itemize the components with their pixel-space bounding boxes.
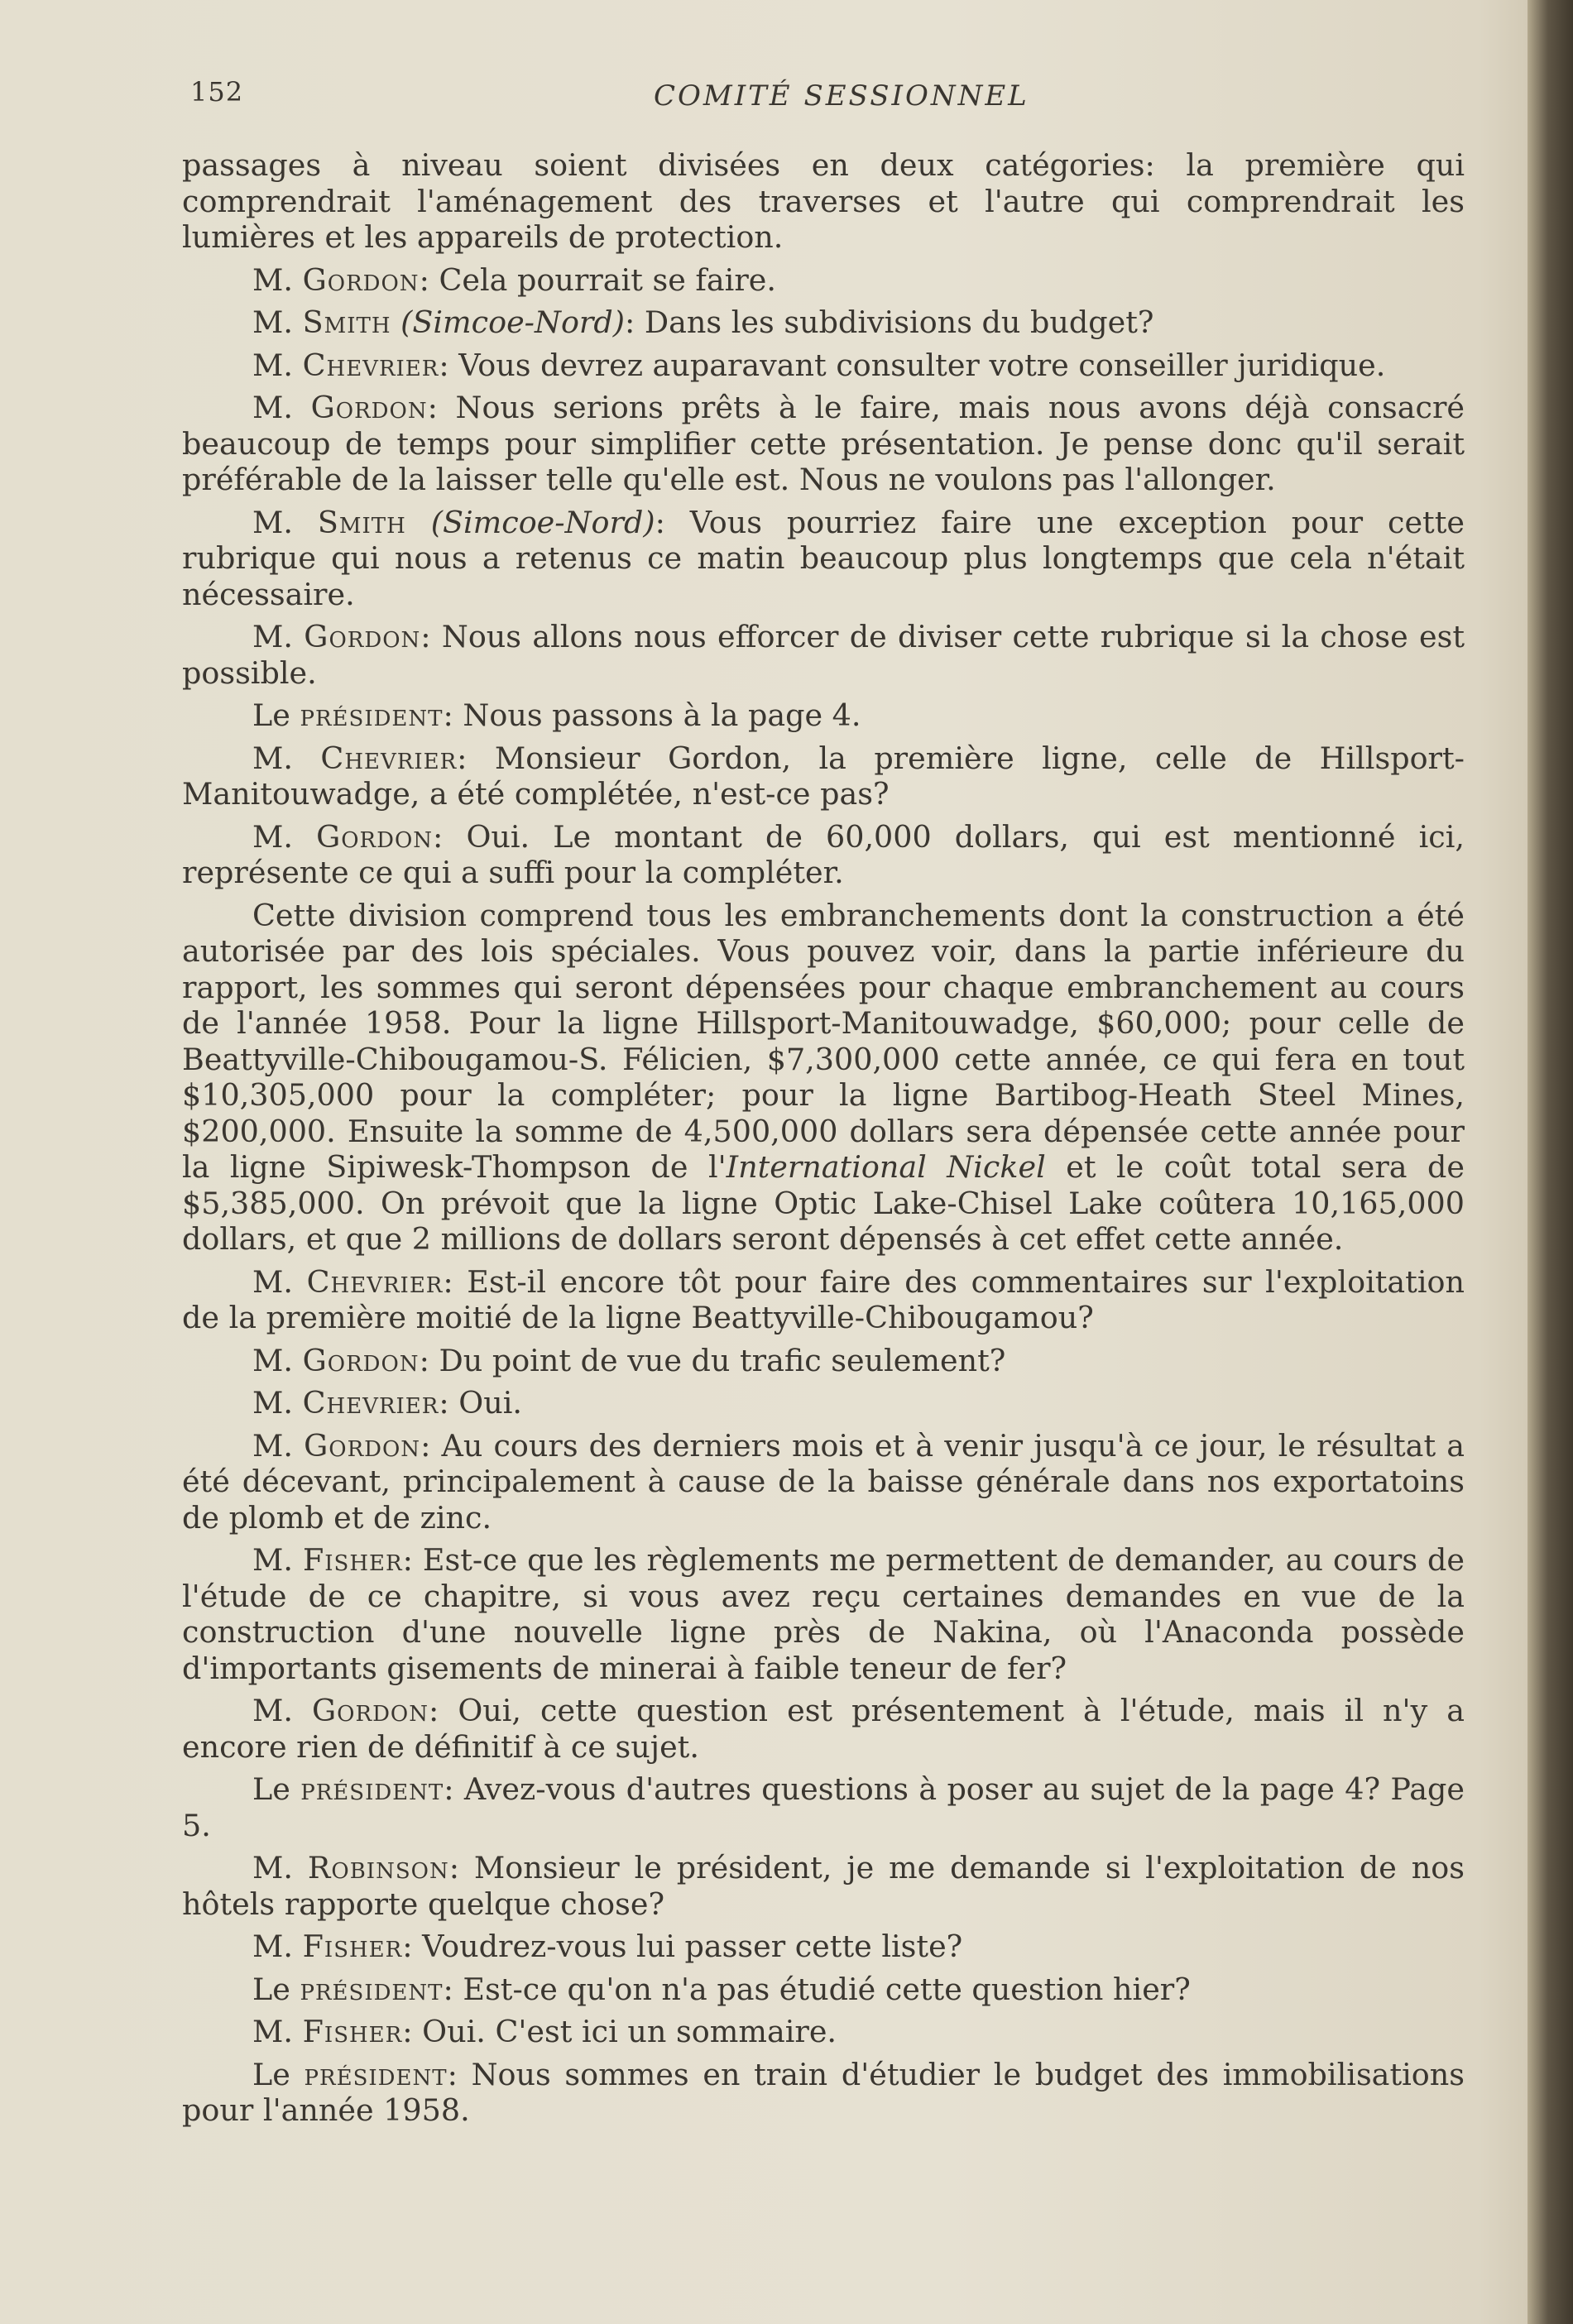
- paragraph-text: Nous allons nous efforcer de diviser cette rubrique si la chose est possible.: [182, 619, 1465, 691]
- speaker-paragraph: [182, 1771, 1465, 1843]
- speaker-title: M.: [252, 1850, 293, 1886]
- speaker-name: président: [300, 697, 444, 733]
- paragraph-text: Est-ce que les règlements me permettent de demander, au cours de l'étude de ce chapitre, si vous avez reçu certaines demandes en vue de la construction d'une nouvelle ligne près de Nakina, où l'Anaconda possède d'importants gisements de minerai à faible teneur de fer?: [182, 1542, 1465, 1686]
- speaker-paragraph: [182, 1264, 1465, 1336]
- speaker-name: Gordon: [304, 619, 421, 654]
- speaker-paragraph: [182, 819, 1465, 891]
- speaker-title: Le: [252, 2056, 290, 2092]
- speaker-name: Gordon: [302, 1342, 420, 1378]
- paragraph-text: Oui, cette question est présentement à l'étude, mais il n'y a encore rien de définitif à ce sujet.: [182, 1693, 1465, 1765]
- speaker-separator: :: [402, 1929, 423, 1964]
- speaker-name: président: [300, 1771, 444, 1807]
- speaker-separator: :: [427, 390, 456, 425]
- speaker-separator: :: [448, 1850, 474, 1886]
- page-header: [190, 76, 1481, 126]
- speaker-name: Smith: [302, 304, 391, 340]
- speaker-paragraph: [182, 1542, 1465, 1686]
- speaker-paragraph: [182, 1343, 1465, 1379]
- speaker-title: M.: [252, 619, 293, 654]
- speaker-paragraph: [182, 262, 1465, 299]
- speaker-separator: :: [402, 1542, 423, 1578]
- speaker-name: Gordon: [316, 818, 434, 855]
- speaker-separator: :: [428, 1693, 458, 1728]
- paragraph-text: Oui. C'est ici un sommaire.: [422, 2014, 837, 2049]
- speaker-name: Robinson: [307, 1850, 449, 1886]
- speaker-name: Smith: [317, 504, 406, 540]
- speaker-separator: :: [402, 2014, 423, 2049]
- speaker-separator: :: [420, 1427, 442, 1464]
- speaker-separator: :: [443, 1971, 463, 2007]
- page-number: 152: [190, 76, 244, 108]
- speaker-title: M.: [252, 740, 293, 776]
- paragraph-text: Dans les subdivisions du budget?: [644, 304, 1154, 340]
- paragraph-text: Vous devrez auparavant consulter votre conseiller juridique.: [458, 347, 1386, 383]
- paragraph-text: Nous passons à la page 4.: [463, 697, 861, 733]
- paragraph-text: Est-il encore tôt pour faire des commentaires sur l'exploitation de la première moitié de la ligne Beattyville-Chibougamou?: [182, 1263, 1465, 1335]
- paragraph-text: Au cours des derniers mois et à venir jusqu'à ce jour, le résultat a été décevant, principalement à cause de la baisse générale dans nos exportatoins de plomb et de zinc.: [182, 1427, 1465, 1536]
- paragraph: [182, 147, 1465, 256]
- speaker-name: Fisher: [302, 1542, 403, 1578]
- speaker-title: M.: [252, 1693, 293, 1728]
- paragraph-text: Oui. Le montant de 60,000 dollars, qui est mentionné ici, représente ce qui a suffi pour la compléter.: [182, 818, 1465, 890]
- speaker-paragraph: [182, 390, 1465, 498]
- speaker-separator: :: [419, 261, 439, 298]
- speaker-title: M.: [252, 1929, 293, 1964]
- speaker-separator: :: [420, 619, 442, 654]
- speaker-paragraph: [182, 1972, 1465, 2008]
- speaker-separator: :: [655, 504, 690, 540]
- speaker-title: Le: [252, 1771, 290, 1807]
- paragraph: [182, 898, 1465, 1258]
- speaker-separator: :: [443, 697, 463, 733]
- speaker-name: Chevrier: [302, 1385, 439, 1421]
- speaker-name: Chevrier: [320, 740, 458, 776]
- speaker-title: M.: [252, 390, 293, 425]
- speaker-name: président: [304, 2056, 448, 2092]
- speaker-name: Chevrier: [302, 347, 439, 383]
- speaker-name: Gordon: [312, 1693, 429, 1728]
- speaker-paragraph: [182, 2057, 1465, 2129]
- paragraph-text: Nous sommes en train d'étudier le budget des immobilisations pour l'année 1958.: [182, 2056, 1465, 2128]
- speaker-name: Fisher: [302, 2014, 403, 2049]
- paragraph-text: Monsieur Gordon, la première ligne, celle de Hillsport-Manitouwadge, a été complétée, n'est-ce pas?: [182, 740, 1465, 812]
- speaker-paragraph: [182, 1693, 1465, 1765]
- speaker-title: M.: [252, 1263, 293, 1300]
- speaker-title: M.: [252, 1542, 293, 1578]
- speaker-separator: :: [443, 1263, 468, 1300]
- paragraph-text: Nous serions prêts à le faire, mais nous avons déjà consacré beaucoup de temps pour simplifier cette présentation. Je pense donc qu'il serait préférable de la laisser telle qu'elle est. Nous ne voulons pas l'allonger.: [182, 390, 1465, 497]
- speaker-paragraph: [182, 505, 1465, 613]
- transcript-body: [182, 147, 1465, 2135]
- paragraph-text: Est-ce qu'on n'a pas étudié cette question hier?: [463, 1971, 1191, 2007]
- speaker-name: président: [300, 1971, 444, 2007]
- paragraph-text: Avez-vous d'autres questions à poser au sujet de la page 4? Page 5.: [182, 1771, 1465, 1843]
- speaker-separator: :: [444, 1771, 464, 1807]
- paragraph-text: Voudrez-vous lui passer cette liste?: [422, 1929, 963, 1964]
- speaker-paragraph: [182, 347, 1465, 384]
- paragraph-text: Vous pourriez faire une exception pour cette rubrique qui nous a retenus ce matin beaucoup plus longtemps que cela n'était nécessaire.: [182, 504, 1465, 612]
- speaker-name: Gordon: [304, 1427, 421, 1464]
- speaker-separator: :: [433, 818, 467, 855]
- paragraph-text: Monsieur le président, je me demande si l'exploitation de nos hôtels rapporte quelque chose?: [182, 1850, 1465, 1922]
- paragraph-text-after: et le coût total sera de $5,385,000. On prévoit que la ligne Optic Lake-Chisel Lake coûtera 10,165,000 dollars, et que 2 millions de dollars seront dépensés à cet effet cette année.: [182, 1149, 1465, 1257]
- speaker-title: M.: [252, 818, 293, 855]
- running-title: COMITÉ SESSIONNEL: [654, 79, 1029, 113]
- speaker-riding: (Simcoe-Nord): [430, 504, 655, 540]
- speaker-paragraph: [182, 1850, 1465, 1922]
- speaker-name: Chevrier: [306, 1263, 444, 1300]
- speaker-separator: :: [457, 740, 495, 776]
- speaker-title: Le: [252, 697, 290, 733]
- speaker-title: M.: [252, 2014, 293, 2049]
- paragraph-text: Oui.: [458, 1385, 522, 1421]
- paragraph-text: Cette division comprend tous les embranchements dont la construction a été autorisée par des lois spéciales. Vous pouvez voir, dans la partie inférieure du rapport, les sommes qui seront dépensées pour chaque embranchement au cours de l'année 1958. Pour la ligne Hillsport-Manitouwadge, $60,000; pour celle de Beattyville-Chibougamou-S. Félicien, $7,300,000 cette année, ce qui fera en tout $10,305,000 pour la compléter; pour la ligne Bartibog-Heath Steel Mines, $200,000. Ensuite la somme de 4,500,000 dollars sera dépensée cette année pour la ligne Sipiwesk-Thompson de l': [182, 897, 1465, 1185]
- speaker-title: M.: [252, 504, 293, 540]
- speaker-separator: :: [419, 1342, 439, 1378]
- speaker-name: Gordon: [302, 261, 420, 298]
- paragraph-italic-text: International Nickel: [726, 1149, 1046, 1185]
- speaker-title: M.: [252, 1427, 293, 1464]
- speaker-title: M.: [252, 347, 293, 383]
- speaker-paragraph: [182, 2014, 1465, 2050]
- speaker-paragraph: [182, 1385, 1465, 1421]
- speaker-paragraph: [182, 619, 1465, 691]
- paragraph-text: Cela pourrait se faire.: [439, 261, 777, 298]
- speaker-paragraph: [182, 304, 1465, 341]
- speaker-name: Fisher: [302, 1929, 403, 1964]
- speaker-separator: :: [624, 304, 645, 340]
- speaker-riding: (Simcoe-Nord): [400, 304, 625, 340]
- book-binding-edge: [1527, 0, 1573, 2324]
- paragraph-text: Du point de vue du trafic seulement?: [439, 1342, 1006, 1378]
- paragraph-text: passages à niveau soient divisées en deux catégories: la première qui comprendrait l'aménagement des traverses et l'autre qui comprendrait les lumières et les appareils de protection.: [182, 147, 1465, 255]
- speaker-paragraph: [182, 697, 1465, 734]
- speaker-separator: :: [439, 1385, 459, 1421]
- speaker-title: M.: [252, 261, 293, 298]
- speaker-title: M.: [252, 1385, 293, 1421]
- speaker-paragraph: [182, 740, 1465, 812]
- speaker-title: Le: [252, 1971, 290, 2007]
- speaker-paragraph: [182, 1428, 1465, 1536]
- speaker-name: Gordon: [310, 390, 428, 425]
- speaker-paragraph: [182, 1929, 1465, 1965]
- speaker-title: M.: [252, 304, 293, 340]
- speaker-separator: :: [439, 347, 459, 383]
- speaker-title: M.: [252, 1342, 293, 1378]
- speaker-separator: :: [447, 2056, 472, 2092]
